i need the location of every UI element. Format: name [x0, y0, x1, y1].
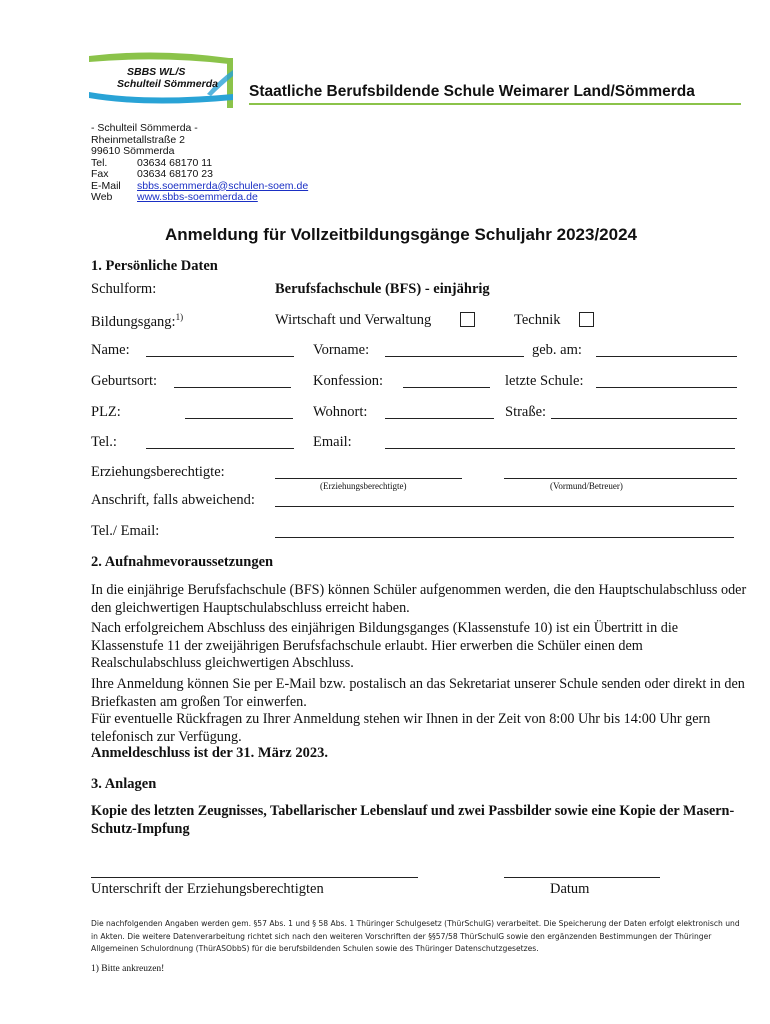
legal-notice: Die nachfolgenden Angaben werden gem. §57 Abs. 1 und § 58 Abs. 1 Thüringer Schulgesetz (ThürSchulG) verarbeitet. Die Speicherung der Daten erfolgt elektronisch und in Akten. Die weitere Datenverarbeitung richtet sich nach den weiteren Vorschriften der §§57/58 ThürSchulG sowie den ergänzenden Bestimmungen der Thüringer Allgemeinen Schulordnung (ThürASObbS) für die berufsbildenden Schulen sowie des Thüringer Datenschutzgesetzes. — [91, 919, 740, 953]
fax-value: 03634 68170 23 — [137, 168, 213, 180]
wohnort-field[interactable] — [385, 418, 494, 419]
logo-text-line1: SBBS WL/S — [127, 66, 186, 78]
erziehungsberechtigte-label: Erziehungsberechtigte: — [91, 464, 225, 480]
tel-label: Tel. — [91, 156, 108, 169]
school-name-heading: Staatliche Berufsbildende Schule Weimarer Land/Sömmerda — [249, 83, 695, 100]
deadline-text: Anmeldeschluss ist der 31. März 2023. — [91, 745, 328, 761]
signature-label: Unterschrift der Erziehungsberechtigten — [91, 881, 324, 897]
letzte-schule-field[interactable] — [596, 387, 737, 388]
vormund-field[interactable] — [504, 478, 737, 479]
vormund-caption: (Vormund/Betreuer) — [550, 481, 623, 491]
geb-field[interactable] — [596, 356, 737, 357]
geburtsort-label: Geburtsort: — [91, 373, 158, 389]
strasse-field[interactable] — [551, 418, 737, 419]
section3-heading: 3. Anlagen — [91, 776, 157, 792]
name-field[interactable] — [146, 356, 294, 357]
tel-label-form: Tel.: — [91, 434, 117, 450]
email-link[interactable]: sbbs.soemmerda@schulen-soem.de — [137, 179, 309, 192]
email-label-form: Email: — [313, 434, 352, 450]
option-wirtschaft-label: Wirtschaft und Verwaltung — [275, 312, 432, 328]
section2-heading: 2. Aufnahmevoraussetzungen — [91, 554, 274, 570]
anschrift-label: Anschrift, falls abweichend: — [91, 492, 255, 508]
tel-email-field[interactable] — [275, 537, 734, 538]
name-label: Name: — [91, 342, 130, 358]
header-rule — [249, 103, 741, 105]
tel-field[interactable] — [146, 448, 294, 449]
date-label: Datum — [550, 881, 590, 897]
plz-label: PLZ: — [91, 404, 121, 420]
date-field[interactable] — [504, 877, 660, 878]
address-street: Rheinmetallstraße 2 — [91, 133, 185, 146]
bildungsgang-text: Bildungsgang: — [91, 313, 176, 330]
fax-label: Fax — [91, 168, 109, 180]
bildungsgang-label — [91, 312, 183, 331]
bildungsgang-footnote-mark: 1) — [175, 312, 184, 322]
section2-paragraph-1: In die einjährige Berufsfachschule (BFS) können Schüler aufgenommen werden, die den Hauptschulabschluss oder den gleichwertigen Hauptschulabschluss erreicht haben. — [91, 582, 747, 616]
letzte-schule-label: letzte Schule: — [505, 373, 584, 389]
signature-field[interactable] — [91, 877, 418, 878]
schulform-value: Berufsfachschule (BFS) - einjährig — [275, 281, 490, 297]
geb-label: geb. am: — [532, 342, 582, 358]
logo-text-line2: Schulteil Sömmerda — [117, 78, 218, 90]
schulform-label: Schulform: — [91, 281, 157, 297]
geburtsort-field[interactable] — [174, 387, 291, 388]
address-city: 99610 Sömmerda — [91, 145, 175, 157]
form-title: Anmeldung für Vollzeitbildungsgänge Schuljahr 2023/2024 — [165, 225, 637, 244]
web-link[interactable]: www.sbbs-soemmerda.de — [137, 191, 258, 203]
footnote: 1) Bitte ankreuzen! — [91, 964, 165, 974]
konfession-field[interactable] — [403, 387, 490, 388]
erziehungsberechtigte-caption: (Erziehungsberechtigte) — [320, 481, 407, 491]
option-technik-label: Technik — [514, 312, 561, 328]
email-field[interactable] — [385, 448, 735, 449]
checkbox-wirtschaft[interactable] — [460, 312, 475, 327]
strasse-label: Straße: — [505, 404, 547, 420]
web-label: Web — [91, 191, 113, 203]
wohnort-label: Wohnort: — [313, 404, 368, 420]
email-label: E-Mail — [91, 179, 121, 192]
section2-paragraph-2: Nach erfolgreichem Abschluss des einjährigen Bildungsganges (Klassenstufe 10) ist ein Übertritt in die Klassenstufe 11 der zweijährigen Berufsfachschule erlaubt. Hier erwerben die Schüler einen dem Realschulabschluss gleichwertigen Abschluss. — [91, 620, 679, 671]
anschrift-field[interactable] — [275, 506, 734, 507]
section1-heading: 1. Persönliche Daten — [91, 258, 218, 274]
plz-field[interactable] — [185, 418, 293, 419]
section2-paragraph-3: Ihre Anmeldung können Sie per E-Mail bzw. postalisch an das Sekretariat unserer Schule senden oder direkt in den Briefkasten am großen Tor einwerfen. — [91, 676, 745, 710]
konfession-label: Konfession: — [313, 373, 384, 389]
tel-email-label: Tel./ Email: — [91, 523, 160, 539]
address-block — [91, 123, 308, 204]
section2-paragraph-4: Für eventuelle Rückfragen zu Ihrer Anmeldung stehen wir Ihnen in der Zeit von 8:00 Uhr bis 14:00 Uhr gern telefonisch zur Verfügung. — [91, 711, 711, 745]
erziehungsberechtigte-field[interactable] — [275, 478, 462, 479]
tel-value: 03634 68170 11 — [137, 156, 213, 169]
vorname-field[interactable] — [385, 356, 524, 357]
school-logo — [87, 50, 233, 110]
checkbox-technik[interactable] — [579, 312, 594, 327]
section3-text: Kopie des letzten Zeugnisses, Tabellarischer Lebenslauf und zwei Passbilder sowie eine Kopie der Masern-Schutz-Impfung — [91, 803, 735, 837]
vorname-label: Vorname: — [313, 342, 370, 358]
address-line1: - Schulteil Sömmerda - — [91, 122, 198, 134]
